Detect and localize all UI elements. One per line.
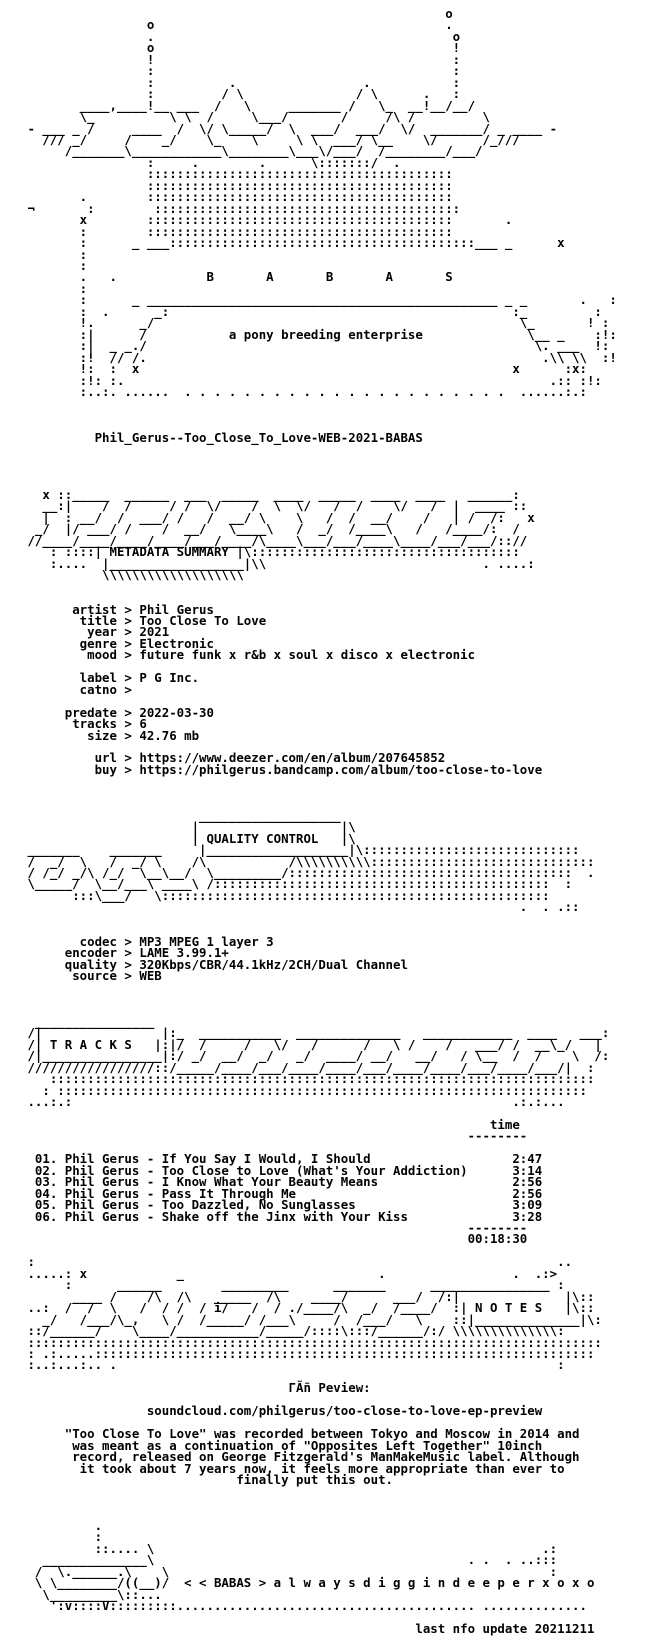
- nfo-line: 00:18:30: [20, 1231, 528, 1247]
- nfo-line: : :: [20, 63, 461, 79]
- nfo-line: \\\\\\\\\\\\\\\\\\\: [20, 567, 244, 583]
- nfo-line: artist > Phil Gerus: [20, 601, 214, 617]
- nfo-line: __:| / / / / \/ / \ \/ / / \/ / | ____ ::: [20, 498, 528, 514]
- nfo-line: :!: :. .:: :!:: [20, 372, 602, 388]
- nfo-line: tracks > 6: [20, 716, 147, 732]
- nfo-line: / _/ \ / _/ \ /\ /\\\\\\\\\\::::::::::::::::::::::::::::::: [20, 853, 595, 869]
- nfo-line: label > P G Inc.: [20, 670, 200, 686]
- nfo-line: : :::::::::::::::::::::::::::::::::::::::::::::::::::::::::::::::::::::::: [20, 1082, 587, 1098]
- nfo-line: finally put this out.: [20, 1472, 393, 1487]
- nfo-line: / /_/ _/\ /_/ \__\__/ \_________/:::::::::::::::::::::::::::::::::::::: .: [20, 864, 595, 880]
- nfo-line: last nfo update 20211211: [20, 1620, 595, 1636]
- nfo-line: : _ _______________________________________________ _ _ . :: [20, 292, 617, 308]
- nfo-line: :::::::::::::::::::::::::::::::::::::::::::::::::::::::::::::::::::::::::::::: [20, 1334, 602, 1350]
- nfo-line: :: [20, 257, 88, 273]
- nfo-line: : . _: :_ :: [20, 303, 602, 319]
- nfo-line: //____/____/____/____/___/____/\____\___/___/____\____/___/___/:://: [20, 532, 528, 548]
- nfo-line: ΓÃñ Peview:: [20, 1380, 371, 1396]
- nfo-line: : .:.....:::::::::::::::::::::::::::::::::::::::::::::::::::::::::::::::::::: [20, 1346, 595, 1362]
- nfo-line: : . . \:::::::/ .: [20, 154, 401, 170]
- nfo-line: predate > 2022-03-30: [20, 704, 214, 720]
- nfo-line: /_______\____________\________\___\/___/ /________/___/: [20, 143, 483, 159]
- nfo-line: :..:...:.. . :: [20, 1357, 565, 1373]
- nfo-line: . o: [20, 28, 461, 44]
- nfo-line: :.... |__________________|\\ . ....:: [20, 555, 535, 571]
- nfo-line: ________________: [20, 1013, 155, 1029]
- nfo-line: .....: x _ . . .:>: [20, 1265, 558, 1281]
- nfo-line: _/ |/ ___/ / / __/ \____\ / _/ /____\ / /____/: /: [20, 521, 520, 537]
- nfo-line: :..:. ...... . . . . . . . . . . . . . . . . . . . . . . ......:.:: [20, 383, 587, 399]
- nfo-line: title > Too Close To Love: [20, 613, 267, 629]
- nfo-line: / \.______.\ \ :: [20, 1563, 558, 1579]
- nfo-line: mood > future funk x r&b x soul x disco x electronic: [20, 647, 476, 663]
- nfo-line: ::.... \ .:: [20, 1540, 558, 1556]
- nfo-line: : / \ / \ . :: [20, 86, 461, 102]
- nfo-line: 05. Phil Gerus - Too Dazzled, No Sunglasses 3:09: [20, 1197, 543, 1213]
- nfo-line: 01. Phil Gerus - If You Say I Would, I Should 2:47: [20, 1151, 543, 1167]
- nfo-line: o: [20, 6, 453, 21]
- nfo-line: :::::::::::::::::::::::::::::::::::::::::::::::::::::::::::::::::::::::::: [20, 1071, 595, 1087]
- nfo-line: :: [20, 1529, 103, 1545]
- nfo-line: x ::::::::::::::::::::::::::::::::::::::::: .: [20, 212, 513, 228]
- nfo-line: ! :: [20, 51, 461, 67]
- nfo-line: _______ _______ |___________________|\:::::::::::::::::::::::::::::: [20, 842, 580, 858]
- nfo-line: "Too Close To Love" was recorded between Tokyo and Moscow in 2014 and: [20, 1426, 580, 1442]
- nfo-line: !: : x x :x:: [20, 361, 587, 377]
- nfo-line: genre > Electronic: [20, 635, 214, 651]
- nfo-line: ______________\ . . . ..:::: [20, 1552, 558, 1568]
- nfo-line: _/ /___/\_, \ / /_____/ /___\ / /___/ \ ::|______________|\:: [20, 1311, 602, 1327]
- nfo-line: ...:.: .:.:...: [20, 1094, 565, 1110]
- nfo-line: . . .::: [20, 899, 580, 915]
- nfo-line: :| _ _./ \. ___ !:: [20, 338, 610, 354]
- nfo-line: /|________________|:/ _/ __/ _/ _/ ____/ __/ __/ / \__ / / \ /:: [20, 1048, 610, 1064]
- nfo-line: time: [20, 1116, 520, 1132]
- nfo-line: . . B A B A S: [20, 269, 453, 285]
- nfo-line: 02. Phil Gerus - Too Close to Love (What's Your Addiction) 3:14: [20, 1162, 543, 1178]
- nfo-line: ':v::::V:::::::::........................................ ..............: [20, 1597, 587, 1613]
- nfo-line: /| |:_ ___________ ______________ ____________ ____ ___:: [20, 1025, 610, 1041]
- nfo-line: \ \________/((__)/ < < BABAS > a l w a y s d i g g i n d e e p e r x o x o: [20, 1575, 595, 1591]
- nfo-line: 06. Phil Gerus - Shake off the Jinx with Your Kiss 3:28: [20, 1208, 543, 1224]
- nfo-line: size > 42.76 mb: [20, 727, 200, 743]
- nfo-line: \_____/ \__/___\ ____\ /::::::::::::::::::::::::::::::::::::::::::::: :: [20, 876, 573, 892]
- nfo-line: ____ / /\ /\ _____ /\ ____/ ___/ /:| |\::: [20, 1288, 595, 1304]
- nfo-line: - ___ _ / ____ / \/ \_____/ \ ___/ ___/ \/ _______/ _ ____ -: [20, 120, 558, 136]
- nfo-line: /| T R A C K S |:|/ / / \/ / / \ / / ___/ / __\_/ |: [20, 1036, 602, 1052]
- nfo-line: quality > 320Kbps/CBR/44.1kHz/2CH/Dual Channel: [20, 956, 408, 972]
- nfo-line: /// _/ / _/ \_ \ \ \ ___/ \__ \/ /_///: [20, 131, 520, 147]
- nfo-line: :: [20, 246, 88, 262]
- nfo-line: \_ \ \ / \___/ / /\ / \: [20, 109, 490, 125]
- nfo-line: \_________\::...: [20, 1586, 170, 1602]
- nfo-line: ::/______/ \____/___________/_____/::::\:::/______/:/ \\\\\\\\\\\\\\:: [20, 1323, 565, 1339]
- nfo-line: record, released on George Fitzgerald's ManMakeMusic label. Although: [20, 1449, 580, 1465]
- nfo-line: | QUALITY CONTROL |\: [20, 830, 356, 846]
- nfo-line: . :::::::::::::::::::::::::::::::::::::::::: [20, 189, 453, 205]
- nfo-line: url > https://www.deezer.com/en/album/207645852: [20, 750, 446, 766]
- nfo-line: x ::_____ ______ ___ _____ ____ _____ ____ ____ ______:: [20, 487, 520, 503]
- nfo-line: ____,____!__ ___ / \ _______ / \_ __!__/__/: [20, 97, 476, 113]
- nfo-line: ¬ : :::::::::::::::::::::::::::::::::::::::::: [20, 200, 461, 216]
- nfo-line: source > WEB: [20, 968, 162, 984]
- nfo-line: it took about 7 years now, it feels more appropriate than ever to: [20, 1460, 565, 1476]
- nfo-line: buy > https://philgerus.bandcamp.com/album/too-close-to-love: [20, 761, 543, 777]
- nfo-line: :: [20, 280, 88, 296]
- nfo-line: : :::::::::::::::::::::::::::::::::::::::::: [20, 223, 453, 239]
- nfo-line: :::\___/ \::::::::::::::::::::::::::::::::::::::::::::::::::::: [20, 887, 550, 903]
- nfo-line: : . . :: [20, 74, 461, 90]
- nfo-line: : ::::| METADATA SUMMARY |\::::::::::::::::::::::::::::::::::::: [20, 544, 520, 560]
- nfo-line: soundcloud.com/philgerus/too-close-to-love-ep-preview: [20, 1403, 543, 1419]
- nfo-line: catno >: [20, 681, 132, 697]
- nfo-line: encoder > LAME 3.99.1+: [20, 945, 229, 961]
- nfo-line: --------: [20, 1128, 528, 1144]
- nfo-line: | : __/ / ___/ / / __/ \ \ / / __/ / | / /: x: [20, 509, 535, 525]
- nfo-line: :! // /. .\\ \\ :!: [20, 349, 617, 365]
- nfo-line: :::::::::::::::::::::::::::::::::::::::::: [20, 177, 453, 193]
- nfo-line: : ..: [20, 1254, 573, 1270]
- nfo-line: : ______ _________ _______ ________________ :: [20, 1277, 565, 1293]
- nfo-line: /////////////////::/_____/____/___/____/____/___/____/____/___/____/___/| :: [20, 1059, 595, 1075]
- nfo-line: | |\: [20, 819, 356, 835]
- nfo-line: .: [20, 1517, 103, 1533]
- nfo-line: :| / a pony breeding enterprise \__ _ :!:: [20, 326, 617, 342]
- nfo-line: year > 2021: [20, 624, 170, 640]
- nfo-line: o !: [20, 40, 461, 56]
- nfo-line: --------: [20, 1220, 528, 1236]
- nfo-line: 04. Phil Gerus - Pass It Through Me 2:56: [20, 1185, 543, 1201]
- nfo-line: ___________________: [20, 807, 341, 823]
- nfo-line: :::::::::::::::::::::::::::::::::::::::::: [20, 166, 453, 182]
- nfo-line: codec > MP3 MPEG 1 layer 3: [20, 933, 274, 949]
- nfo-line: !. _/ \_ ! :: [20, 315, 610, 331]
- nfo-line: o .: [20, 17, 453, 33]
- nfo-line: ..: / / \ / / / / i/ / / ./____/\ _/ /____/ :| N O T E S |\::: [20, 1300, 595, 1316]
- nfo-line: was meant as a continuation of "Opposites Left Together" 10inch: [20, 1437, 543, 1453]
- nfo-line: 03. Phil Gerus - I Know What Your Beauty Means 2:56: [20, 1174, 543, 1190]
- nfo-line: : _ ___:::::::::::::::::::::::::::::::::::::::::___ _ x: [20, 235, 565, 251]
- nfo-line: Phil_Gerus--Too_Close_To_Love-WEB-2021-BABAS: [20, 429, 423, 445]
